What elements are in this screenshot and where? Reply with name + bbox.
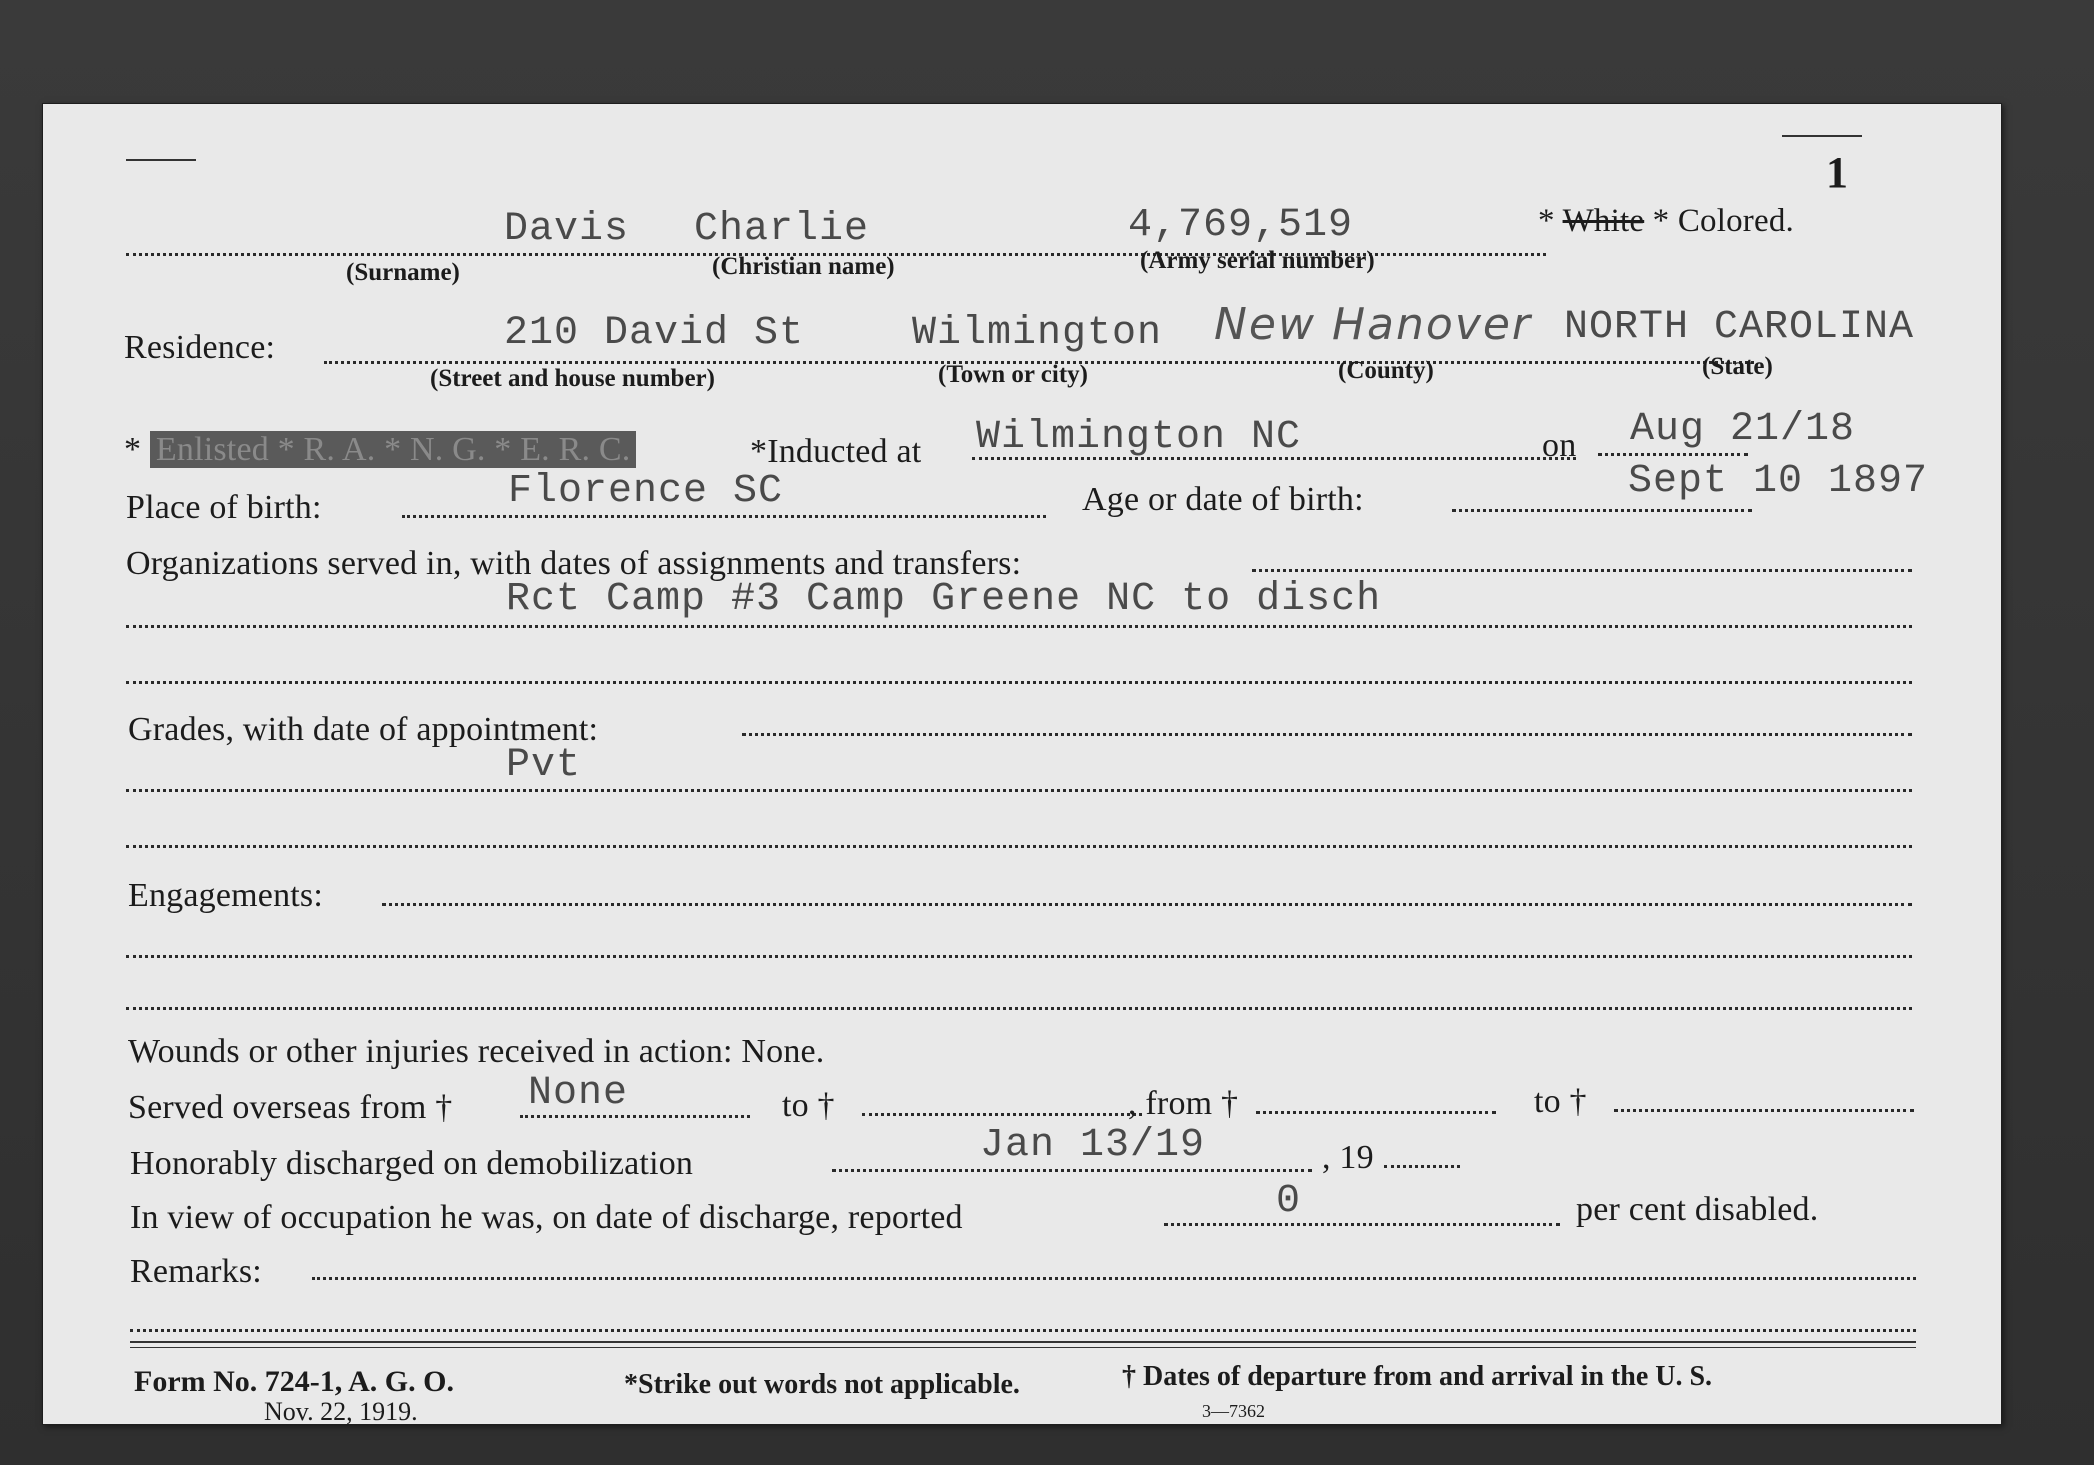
organizations-label: Organizations served in, with dates of assignments and transfers: [126,545,1022,582]
induction-date: Aug 21/18 [1630,407,1856,452]
residence-town: Wilmington [912,311,1163,356]
top-left-rule [126,159,196,161]
wounds-text: Wounds or other injuries received in action: None. [128,1033,825,1070]
overseas-from2-label: , from † [1128,1085,1239,1122]
grades-label: Grades, with date of appointment: [128,711,599,748]
residence-county: New Hanover [1214,299,1533,350]
engagements-line-2 [126,1007,1912,1010]
residence-street: 210 David St [504,311,805,356]
grades-line-0 [742,733,1912,736]
engagements-line-1 [126,955,1912,958]
place-of-birth-label: Place of birth: [126,489,322,526]
inducted-place: Wilmington NC [976,415,1302,460]
town-label: (Town or city) [938,361,1088,388]
serial-number-value: 4,769,519 [1128,203,1354,248]
engagements-label: Engagements: [128,877,324,914]
organizations-entry: Rct Camp #3 Camp Greene NC to disch [506,577,1382,622]
residence-state: NORTH CAROLINA [1564,305,1915,350]
birth-date-line [1452,509,1752,512]
discharge-date: Jan 13/19 [980,1123,1206,1168]
christian-name-label: (Christian name) [712,253,895,280]
county-label: (County) [1338,357,1434,384]
residence-label: Residence: [124,329,276,366]
on-label: on [1542,427,1577,464]
disability-line [1164,1223,1560,1226]
grades-line-2 [126,845,1912,848]
form-number: Form No. 724-1, A. G. O. [134,1365,454,1398]
organizations-line-1 [126,625,1912,628]
inducted-label: *Inducted at [750,433,922,470]
place-of-birth-value: Florence SC [508,469,784,514]
strike-note: *Strike out words not applicable. [624,1369,1020,1400]
overseas-label: Served overseas from † [128,1089,453,1126]
disability-label: In view of occupation he was, on date of discharge, reported [130,1199,963,1236]
discharge-date-line [832,1169,1312,1172]
street-label: (Street and house number) [430,365,715,392]
top-right-rule [1782,135,1862,137]
age-label: Age or date of birth: [1082,481,1364,518]
overseas-to-line [862,1113,1142,1116]
service-record-card [42,103,2002,1425]
discharge-year-line [1384,1165,1460,1168]
enlistment-row: * Enlisted * R. A. * N. G. * E. R. C. [124,431,636,469]
footer-rule-top [130,1341,1916,1343]
overseas-to2-label: to † [1534,1083,1587,1120]
birth-place-line [402,515,1046,518]
organizations-line-2 [126,681,1912,684]
grades-entry: Pvt [506,743,582,788]
dates-note: † Dates of departure from and arrival in the U. S. [1122,1361,1713,1392]
overseas-from-value: None [528,1071,629,1116]
serial-number-label: (Army serial number) [1140,247,1375,274]
race-colored: Colored. [1677,203,1794,239]
overseas-from2-line [1256,1111,1496,1114]
remarks-line-0 [312,1277,1916,1280]
overseas-to-label: to † [782,1087,835,1124]
print-code: 3—7362 [1202,1401,1265,1421]
disability-value: 0 [1276,1179,1302,1224]
surname-label: (Surname) [346,259,460,286]
christian-name-value: Charlie [694,207,870,252]
card-number: 1 [1826,148,1848,197]
enlisted-options: Enlisted * R. A. * N. G. * E. R. C. [150,431,637,468]
disability-suffix: per cent disabled. [1576,1191,1819,1228]
footer-rule-bottom [130,1347,1916,1348]
remarks-line-1 [130,1329,1916,1332]
race-white: White [1562,203,1645,239]
surname-value: Davis [504,207,630,252]
organizations-line-0 [1252,569,1912,572]
state-label: (State) [1702,353,1773,380]
remarks-label: Remarks: [130,1253,262,1290]
discharge-year-label: , 19 [1322,1139,1374,1176]
induction-date-line [1598,453,1748,456]
engagements-line-0 [382,903,1912,906]
date-of-birth-value: Sept 10 1897 [1628,459,1929,504]
overseas-to2-line [1614,1109,1914,1112]
grades-line-1 [126,789,1912,792]
race-options: * White * Colored. [1538,203,1794,239]
discharge-label: Honorably discharged on demobilization [130,1145,694,1182]
form-date: Nov. 22, 1919. [264,1397,418,1426]
